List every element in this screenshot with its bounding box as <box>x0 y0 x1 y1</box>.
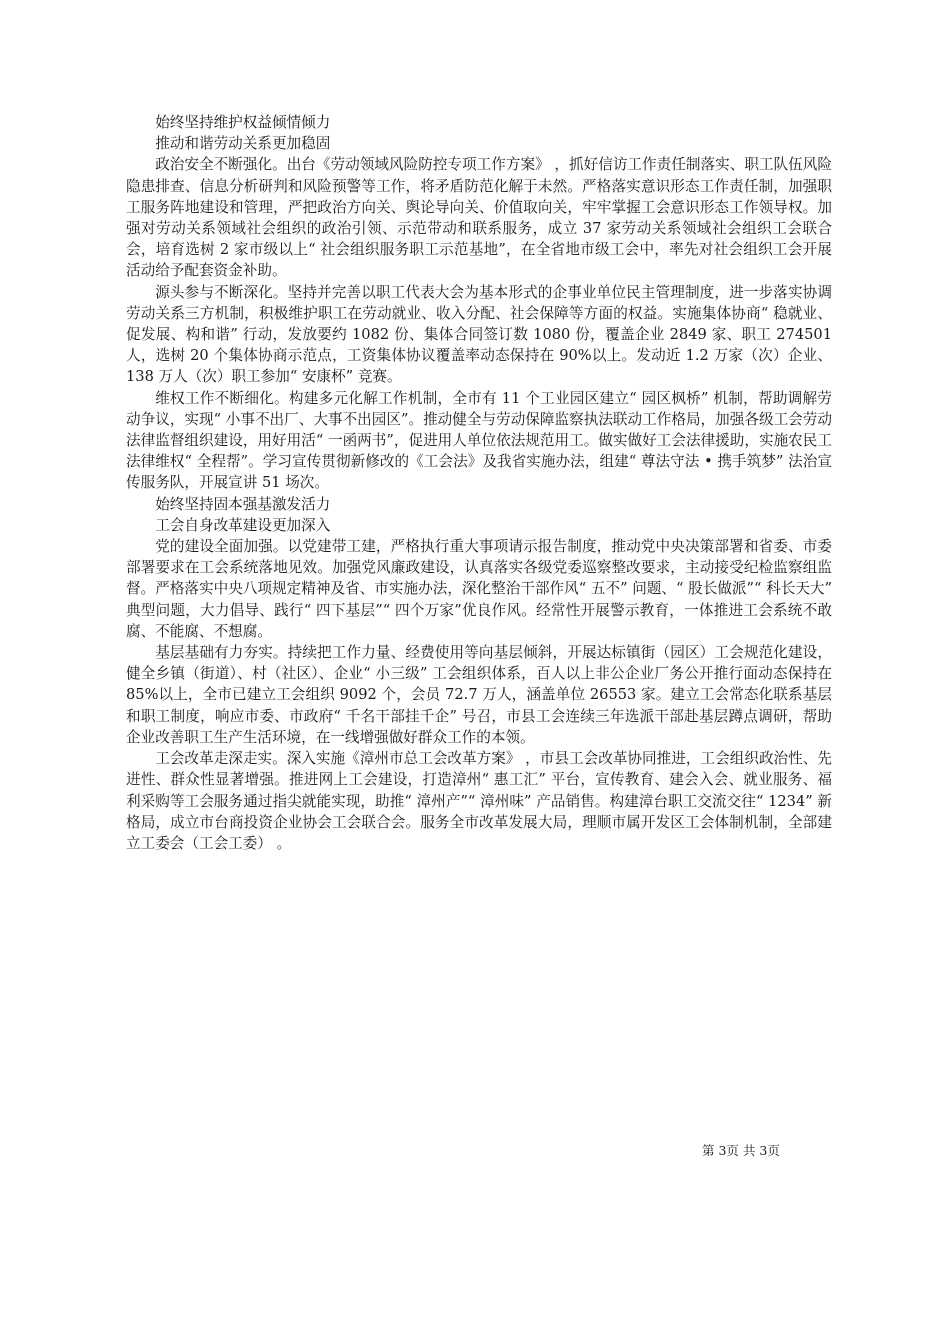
section-subheading: 推动和谐劳动关系更加稳固 <box>155 135 331 153</box>
paragraph-grassroots: 基层基础有力夯实。持续把工作力量、经费使用等向基层倾斜，开展达标镇街（园区）工会规范化建设，健全乡镇（街道）、村（社区）、企业“ 小三级” 工会组织体系，百人以上非公企业厂务公开推行面动态保持在 85%以上，全市已建立工会组织 9092 个，会员 72.7 万人，涵盖单位 26553 家。建立工会常态化联系基层和职工制度，响应市委、市政府“ 千名干部挂千企” 号召，市县工会连续三年选派干部赴基层蹲点调研，帮助企业改善职工生产生活环境，在一线增强做好群众工作的本领。 <box>126 644 832 746</box>
paragraph-union-reform: 工会改革走深走实。深入实施《漳州市总工会改革方案》 ，市县工会改革协同推进，工会组织政治性、先进性、群众性显著增强。推进网上工会建设，打造漳州“ 惠工汇” 平台，宣传教育、建会入会、就业服务、福利采购等工会服务通过指尖就能实现，助推“ 漳州产”“ 漳州味” 产品销售。构建漳台职工交流交往“ 1234” 新格局，成立市台商投资企业协会工会联合会。服务全市改革发展大局，理顺市属开发区工会体制机制，全部建立工委会（工会工委） 。 <box>126 750 832 852</box>
paragraph-political-security: 政治安全不断强化。出台《劳动领域风险防控专项工作方案》 ，抓好信访工作责任制落实、职工队伍风险隐患排查、信息分析研判和风险预警等工作，将矛盾防范化解于未然。严格落实意识形态工作责任制，加强职工服务阵地建设和管理，严把政治方向关、舆论导向关、价值取向关，牢牢掌握工会意识形态工作领导权。加强对劳动关系领域社会组织的政治引领、示范带动和联系服务，成立 37 家劳动关系领域社会组织工会联合会，培育选树 2 家市级以上“ 社会组织服务职工示范基地”，在全省地市级工会中，率先对社会组织工会开展活动给予配套资金补助。 <box>126 156 832 280</box>
document-body <box>126 112 832 854</box>
paragraph-party-building: 党的建设全面加强。以党建带工建，严格执行重大事项请示报告制度，推动党中央决策部署和省委、市委部署要求在工会系统落地见效。加强党风廉政建设，认真落实各级党委巡察整改要求，主动接受纪检监察组监督。严格落实中央八项规定精神及省、市实施办法，深化整治干部作风“ 五不” 问题、“ 股长做派”“ 科长天大” 典型问题，大力倡导、践行“ 四下基层”“ 四个万家”优良作风。经常性开展警示教育，一体推进工会系统不敢腐、不能腐、不想腐。 <box>126 538 833 640</box>
paragraph-source-participation: 源头参与不断深化。坚持并完善以职工代表大会为基本形式的企事业单位民主管理制度，进一步落实协调劳动关系三方机制，积极维护职工在劳动就业、收入分配、社会保障等方面的权益。实施集体协商“ 稳就业、促发展、构和谐” 行动，发放要约 1082 份、集体合同签订数 1080 份，覆盖企业 2849 家、职工 274501 人，选树 20 个集体协商示范点，工资集体协议覆盖率动态保持在 90%以上。发动近 1.2 万家（次）企业、138 万人（次）职工参加“ 安康杯” 竞赛。 <box>126 283 832 386</box>
section-subheading: 工会自身改革建设更加深入 <box>155 516 331 534</box>
page-number: 第 3页 共 3页 <box>702 1143 780 1158</box>
paragraph-rights-protection: 维权工作不断细化。构建多元化解工作机制，全市有 11 个工业园区建立“ 园区枫桥” 机制，帮助调解劳动争议，实现“ 小事不出厂、大事不出园区”。推动健全与劳动保障监察执法联动工作格局，加强各级工会劳动法律监督组织建设，用好用活“ 一函两书”，促进用人单位依法规范用工。做实做好工会法律援助，实施农民工法律维权“ 全程帮”。学习宣传贯彻新修改的《工会法》及我省实施办法，组建“ 尊法守法 • 携手筑梦” 法治宣传服务队，开展宣讲 51 场次。 <box>126 389 832 492</box>
section-heading: 始终坚持固本强基激发活力 <box>155 495 331 513</box>
section-heading: 始终坚持维护权益倾情倾力 <box>155 114 331 131</box>
